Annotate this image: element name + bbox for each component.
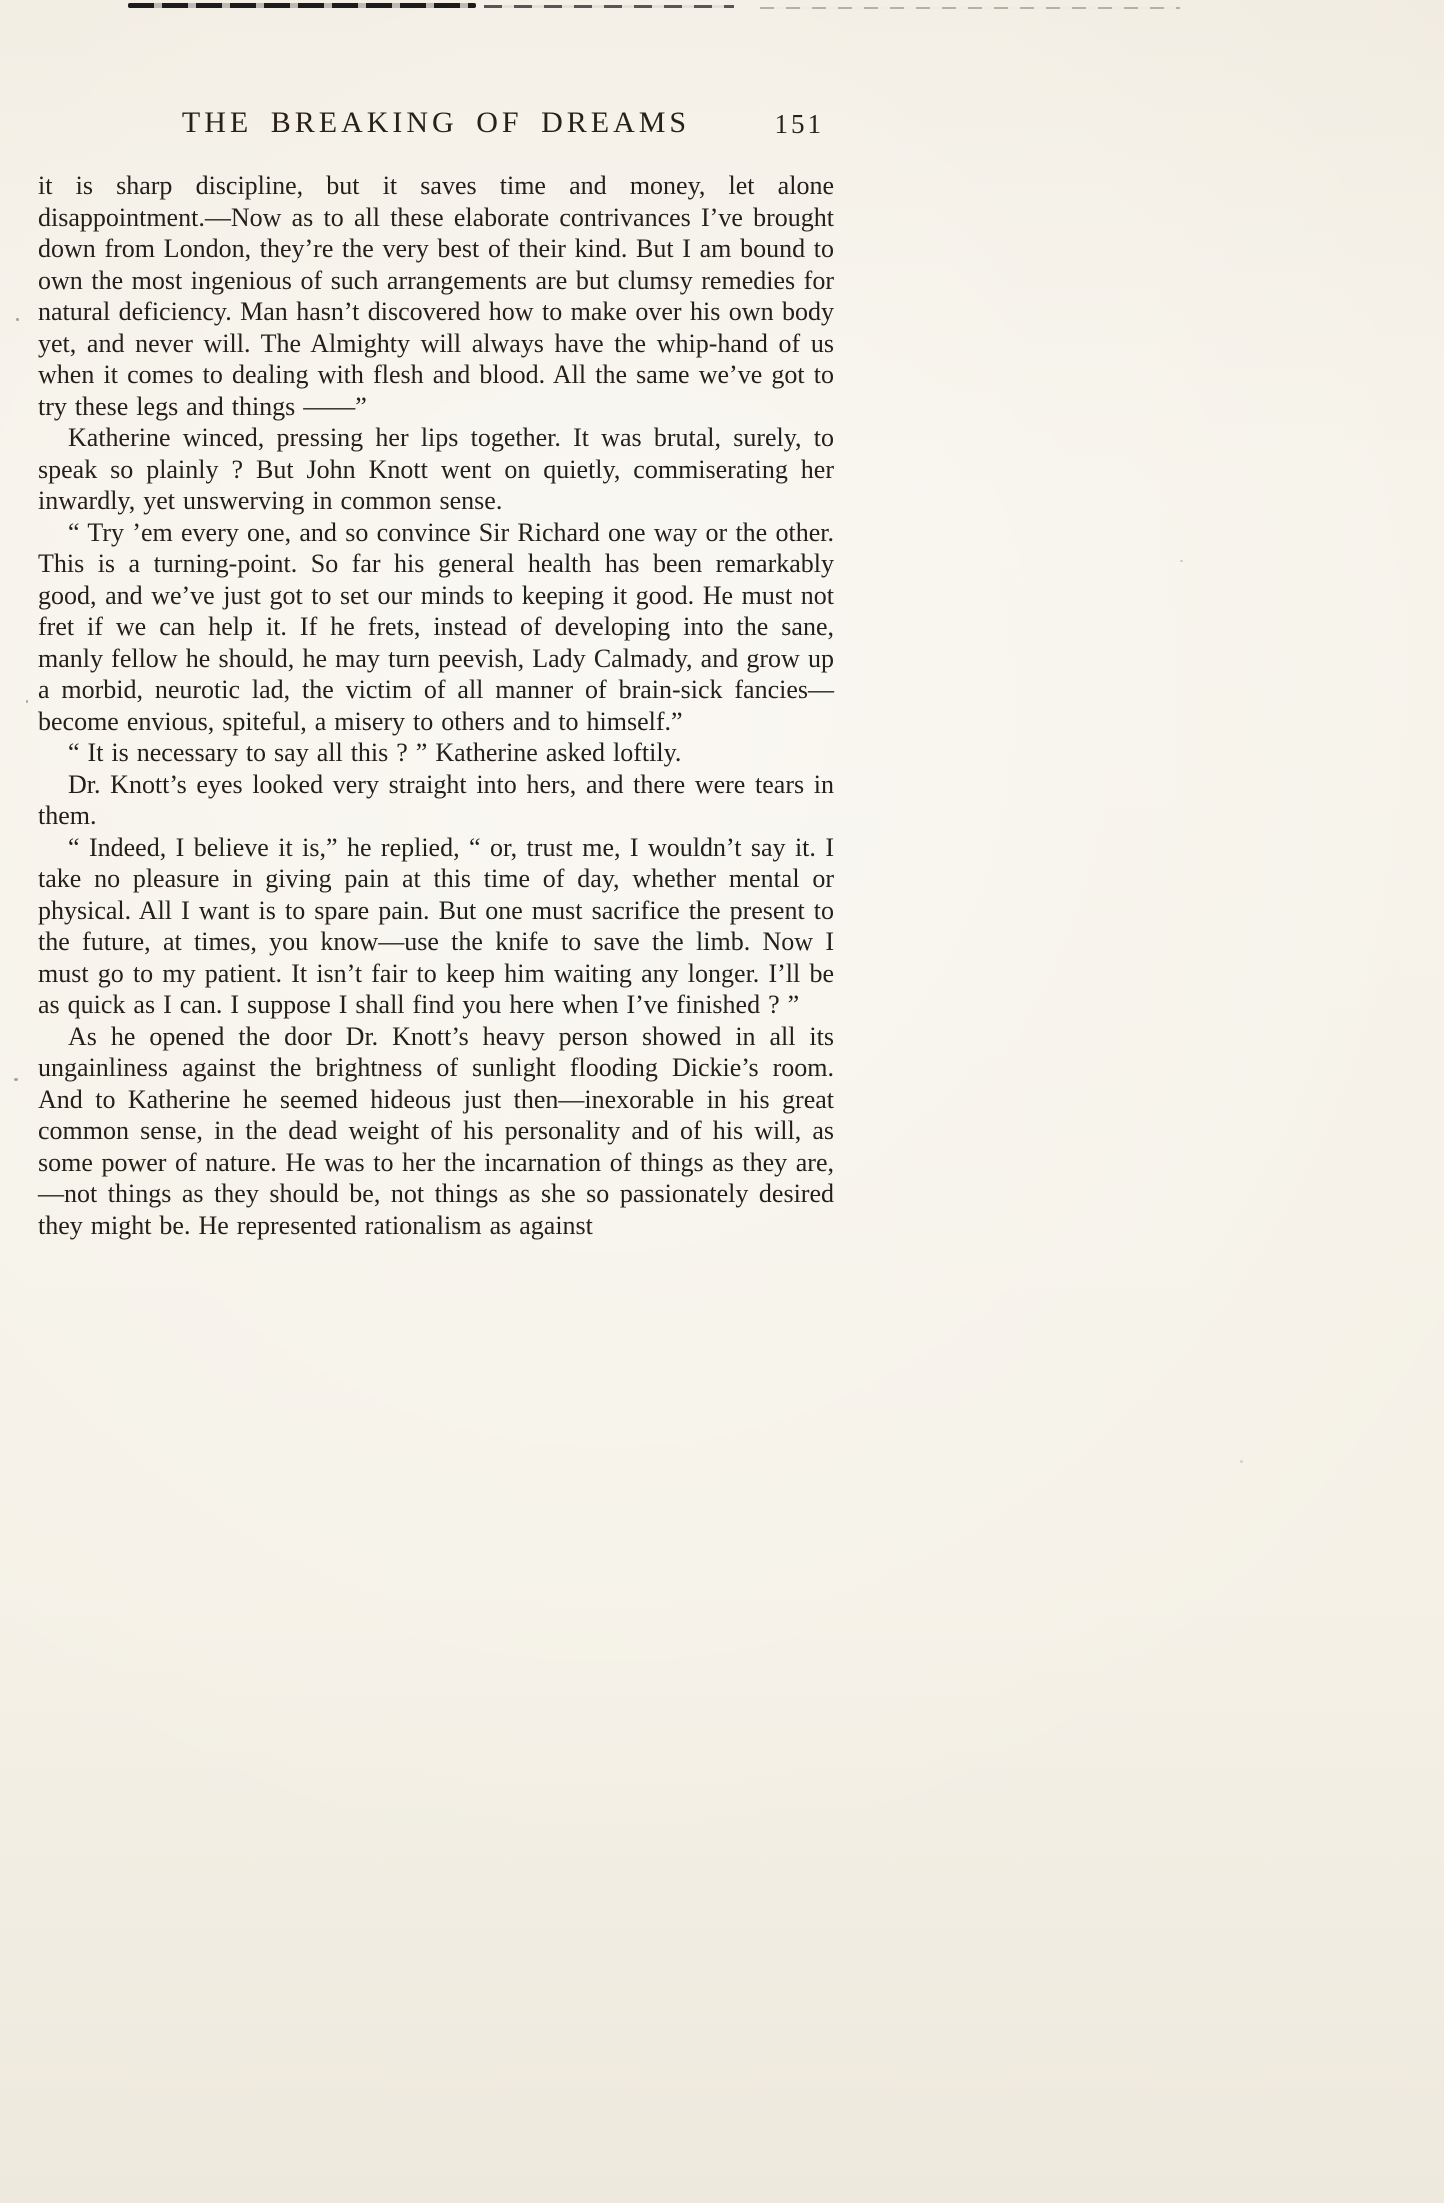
paragraph: “ Try ’em every one, and so convince Sir Richard one way or the other. This is a turning-point. So far his general health has been remarkably good, and we’ve just got to set our minds to keeping it good. He must not fret if we can help it. If he frets, instead of developing into the sane, manly fellow he should, he may turn peevish, Lady Calmady, and grow up a morbid, neurotic lad, the victim of all manner of brain-sick fancies—become envious, spiteful, a misery to others and to himself.” (38, 517, 834, 736)
paragraph: “ It is necessary to say all this ? ” Katherine asked loftily. (68, 738, 682, 767)
scan-artifact-line (128, 3, 476, 8)
scan-speck (26, 700, 28, 703)
page-header (40, 106, 832, 148)
page-number: 151 (774, 109, 824, 139)
paragraph: “ Indeed, I believe it is,” he replied, “ or, trust me, I wouldn’t say it. I take no pleasure in giving pain at this time of day, whether mental or physical. All I want is to spare pain. But one must sacrifice the present to the future, at times, you know—use the knife to save the limb. Now I must go to my patient. It isn’t fair to keep him waiting any longer. I’ll be as quick as I can. I suppose I shall find you here when I’ve finished ? ” (38, 832, 834, 1019)
scan-artifact-line (484, 5, 734, 8)
paragraph: it is sharp discipline, but it saves time and money, let alone disappointment.—Now as to all these elaborate contrivances I’ve brought down from London, they’re the very best of their kind. But I am bound to own the most ingenious of such arrangements are but clumsy remedies for natural deficiency. Man hasn’t discovered how to make over his own body yet, and never will. The Almighty will always have the whip-hand of us when it comes to dealing with flesh and blood. All the same we’ve got to try these legs and things ——” (38, 171, 834, 421)
scan-speck (1240, 1460, 1243, 1463)
paragraph: Dr. Knott’s eyes looked very straight into hers, and there were tears in them. (38, 769, 834, 830)
text-block (38, 170, 834, 1241)
scan-speck (14, 1078, 18, 1081)
paragraph: As he opened the door Dr. Knott’s heavy person showed in all its ungainliness against the brightness of sunlight flooding Dickie’s room. And to Katherine he seemed hideous just then—inexorable in his great common sense, in the dead weight of his personality and of his will, as some power of nature. He was to her the incarnation of things as they are, —not things as they should be, not things as she so passionately desired they might be. He represented rationalism as against (38, 1021, 834, 1240)
scan-speck (16, 318, 19, 321)
running-title: THE BREAKING OF DREAMS (181, 106, 691, 139)
scan-artifact-line (760, 7, 1180, 9)
paragraph-list (38, 170, 834, 1241)
paragraph: Katherine winced, pressing her lips together. It was brutal, surely, to speak so plainly ? But John Knott went on quietly, commiserating her inwardly, yet unswerving in common sense. (38, 423, 834, 515)
scan-speck (1180, 560, 1183, 562)
